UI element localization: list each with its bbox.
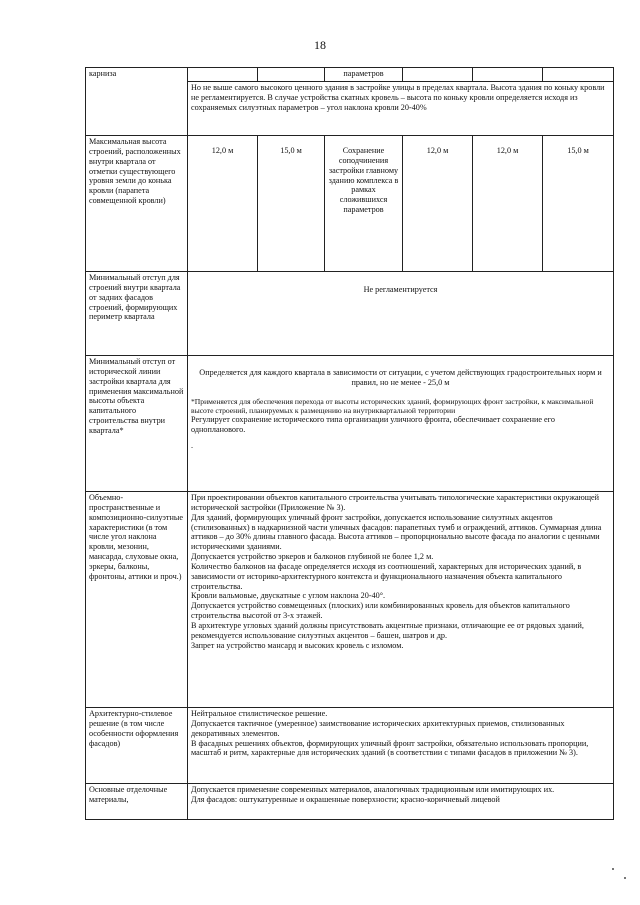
volumetric-paragraph: В архитектуре угловых зданий должны присутствовать акцентные признаки, отличающие ее от рядовых зданий, рекомендуется использование силуэтных акцентов – башен, шатров и др. [191,620,584,640]
style-paragraph: Допускается тактичное (умеренное) заимствование исторических архитектурных приемов, стилизованных декоративных элементов. [191,718,565,738]
materials-paragraph: Допускается применение современных материалов, аналогичных традиционным или имитирующих их. [191,785,555,794]
regulations-table [85,67,614,820]
min-historic-dot: . [191,440,194,450]
cell [258,68,325,82]
table-row [86,356,614,492]
max-height-value-5: 12,0 м [473,136,543,272]
cornice-note: Но не выше самого высокого ценного здания в застройке улицы в пределах квартала. Высота здания по коньку кровли не регламентируется. В случае устройства скатных кровель – высота по коньку кровли определяется исходя из сохраняемых силуэтных параметров – угол наклона кровли 20-40% [188,82,614,136]
materials-paragraph: Для фасадов: оштукатуренные и окрашенные поверхности; красно-коричневый лицевой [191,794,500,804]
table-row [86,708,614,784]
row-label-min-setback: Минимальный отступ для строений внутри квартала от задних фасадов строений, формирующих периметр квартала [86,272,188,356]
row-label-style: Архитектурно-стилевое решение (в том числе особенности оформления фасадов) [86,708,188,784]
max-height-value-4: 12,0 м [403,136,473,272]
volumetric-paragraph: Для зданий, формирующих уличный фронт застройки, допускается использование силуэтных акцентов (стилизованных) в надкарнизной части уличных фасадов: парапетных тумб и ограждений, аттиков. Суммарная длина аттиков – до 30% длины главного фасада. Высота аттиков – пропорционально высоте фасада по аналогии с ценными историческими зданиями. [191,512,602,552]
row-label-min-historic: Минимальный отступ от исторической линии застройки квартала для применения максимальной высоты объекта капитального строительства внутри квартала* [86,356,188,492]
table-row [86,272,614,356]
volumetric-paragraph: Запрет на устройство мансард и высоких кровель с изломом. [191,640,404,650]
cell [403,68,473,82]
row-label-cornice: карниза [86,68,188,136]
cell-parameters: параметров [325,68,403,82]
scan-speck [612,868,614,870]
style-content [188,708,614,784]
row-label-materials: Основные отделочные материалы, [86,784,188,820]
volumetric-content [188,492,614,708]
min-setback-text: Не регламентируется [188,272,614,356]
table-row [86,784,614,820]
max-height-value-2: 15,0 м [258,136,325,272]
table-row [86,68,614,82]
cell [188,68,258,82]
style-paragraph: Нейтральное стилистическое решение. [191,709,328,718]
max-height-value-6: 15,0 м [543,136,614,272]
volumetric-paragraph: Допускается устройство совмещенных (плоских) или комбинированных кровель для объектов капитального строительства высотой от 3-х этажей. [191,601,570,621]
materials-content [188,784,614,820]
volumetric-paragraph: Кровли вальмовые, двускатные с углом наклона 20-40°. [191,591,386,601]
min-historic-regulates: Регулирует сохранение исторического типа организации уличного фронта, обеспечивает сохранение его однопланового. [191,414,555,434]
scan-speck [624,877,626,879]
table-row [86,136,614,272]
cell [543,68,614,82]
max-height-value-3: Сохранение соподчинения застройки главному зданию комплекса в рамках сложившихся параметров [325,136,403,272]
volumetric-paragraph: Количество балконов на фасаде определяется исходя из соотношений, характерных для исторических зданий, в зависимости от историко-архитектурного контекста и функционального назначения объекта капитального строительства. [191,561,582,591]
row-label-volumetric: Объемно-пространственные и композиционно-силуэтные характеристики (в том числе угол наклона кровли, мезонин, мансарда, слуховые окна, эркеры, балконы, фронтоны, аттики и проч.) [86,492,188,708]
min-historic-main: Определяется для каждого квартала в зависимости от ситуации, с учетом действующих градостроительных норм и правил, но не менее - 25,0 м [199,368,602,387]
page-number: 18 [314,38,326,52]
volumetric-paragraph: При проектировании объектов капитального строительства учитывать типологические характеристики окружающей исторической застройки (Приложение № 3). [191,493,600,512]
cell [473,68,543,82]
table-row [86,492,614,708]
volumetric-paragraph: Допускается устройство эркеров и балконов глубиной не более 1,2 м. [191,552,434,562]
min-historic-content [188,356,614,492]
max-height-value-1: 12,0 м [188,136,258,272]
row-label-max-height: Максимальная высота строений, расположенных внутри квартала от отметки существующего уровня земли до конька кровли (парапета совмещенной кровли) [86,136,188,272]
style-paragraph: В фасадных решениях объектов, формирующих уличный фронт застройки, обязательно использовать пропорции, масштаб и ритм, характерные для исторических зданий (в соответствии с типами фасадов в приложении № 3). [191,738,589,758]
min-historic-footnote: *Применяется для обеспечения перехода от высоты исторических зданий, формирующих фронт застройки, к максимальной высоте строений, планируемых к размещению на внутриквартальной территории [191,396,594,415]
